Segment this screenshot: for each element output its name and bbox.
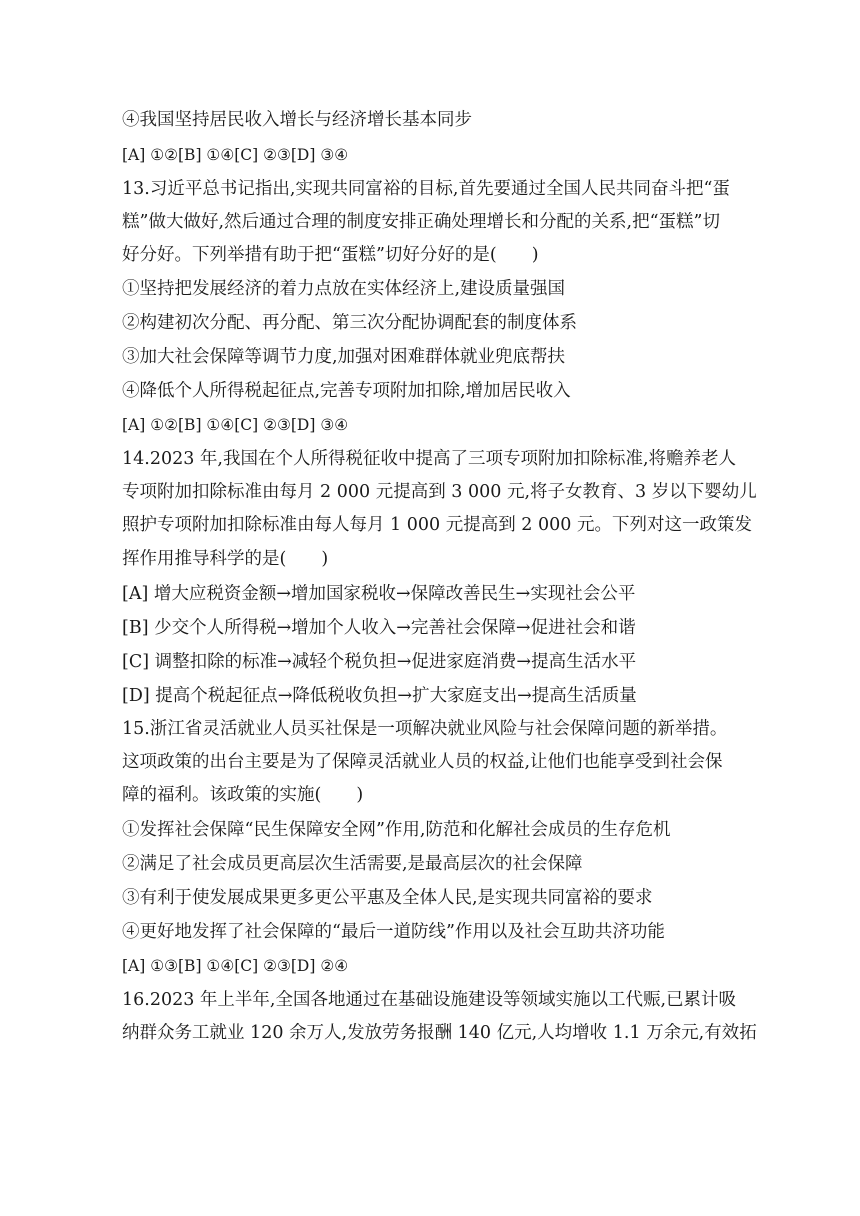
- q13-options: [A] ①②[B] ①④[C] ②③[D] ③④: [122, 416, 349, 434]
- q14-option-a: [A] 增大应税资金额→增加国家税收→保障改善民生→实现社会公平: [122, 584, 636, 604]
- q13-stem-line-3: 好分好。下列举措有助于把“蛋糕”切好分好的是( ): [122, 245, 539, 265]
- q15-item-2: ②满足了社会成员更高层次生活需要,是最高层次的社会保障: [122, 854, 583, 874]
- q14-stem-line-1: 14.2023 年,我国在个人所得税征收中提高了三项专项附加扣除标准,将赡养老人: [122, 449, 737, 469]
- q16-stem-line-1: 16.2023 年上半年,全国各地通过在基础设施建设等领域实施以工代赈,已累计吸: [122, 990, 737, 1010]
- q12-options: [A] ①②[B] ①④[C] ②③[D] ③④: [122, 146, 349, 164]
- q13-item-3: ③加大社会保障等调节力度,加强对困难群体就业兜底帮扶: [122, 347, 566, 367]
- q13-item-4: ④降低个人所得税起征点,完善专项附加扣除,增加居民收入: [122, 381, 571, 401]
- q12-item-4: ④我国坚持居民收入增长与经济增长基本同步: [122, 110, 472, 130]
- q15-item-3: ③有利于使发展成果更多更公平惠及全体人民,是实现共同富裕的要求: [122, 888, 653, 908]
- q15-stem-line-1: 15.浙江省灵活就业人员买社保是一项解决就业风险与社会保障问题的新举措。: [122, 719, 728, 739]
- q14-option-b: [B] 少交个人所得税→增加个人收入→完善社会保障→促进社会和谐: [122, 618, 636, 638]
- q14-option-c: [C] 调整扣除的标准→减轻个税负担→促进家庭消费→提高生活水平: [122, 652, 637, 672]
- q15-item-1: ①发挥社会保障“民生保障安全网”作用,防范和化解社会成员的生存危机: [122, 820, 671, 840]
- q14-stem-line-2: 专项附加扣除标准由每月 2 000 元提高到 3 000 元,将子女教育、3 岁以下婴幼儿: [122, 482, 757, 502]
- q15-stem-line-2: 这项政策的出台主要是为了保障灵活就业人员的权益,让他们也能享受到社会保: [122, 752, 723, 772]
- q16-stem-line-2: 纳群众务工就业 120 余万人,发放劳务报酬 140 亿元,人均增收 1.1 万余元,有效拓: [122, 1023, 757, 1043]
- q15-stem-line-3: 障的福利。该政策的实施( ): [122, 785, 364, 805]
- q15-item-4: ④更好地发挥了社会保障的“最后一道防线”作用以及社会互助共济功能: [122, 922, 665, 942]
- q14-option-d: [D] 提高个税起征点→降低税收负担→扩大家庭支出→提高生活质量: [122, 686, 637, 706]
- q14-stem-line-4: 挥作用推导科学的是( ): [122, 549, 329, 569]
- q13-item-2: ②构建初次分配、再分配、第三次分配协调配套的制度体系: [122, 313, 577, 333]
- q13-stem-line-2: 糕”做大做好,然后通过合理的制度安排正确处理增长和分配的关系,把“蛋糕”切: [122, 212, 720, 232]
- q13-stem-line-1: 13.习近平总书记指出,实现共同富裕的目标,首先要通过全国人民共同奋斗把“蛋: [122, 179, 730, 199]
- q13-item-1: ①坚持把发展经济的着力点放在实体经济上,建设质量强国: [122, 279, 566, 299]
- q14-stem-line-3: 照护专项附加扣除标准由每人每月 1 000 元提高到 2 000 元。下列对这一政策发: [122, 515, 752, 535]
- q15-options: [A] ①③[B] ①④[C] ②③[D] ②④: [122, 957, 349, 975]
